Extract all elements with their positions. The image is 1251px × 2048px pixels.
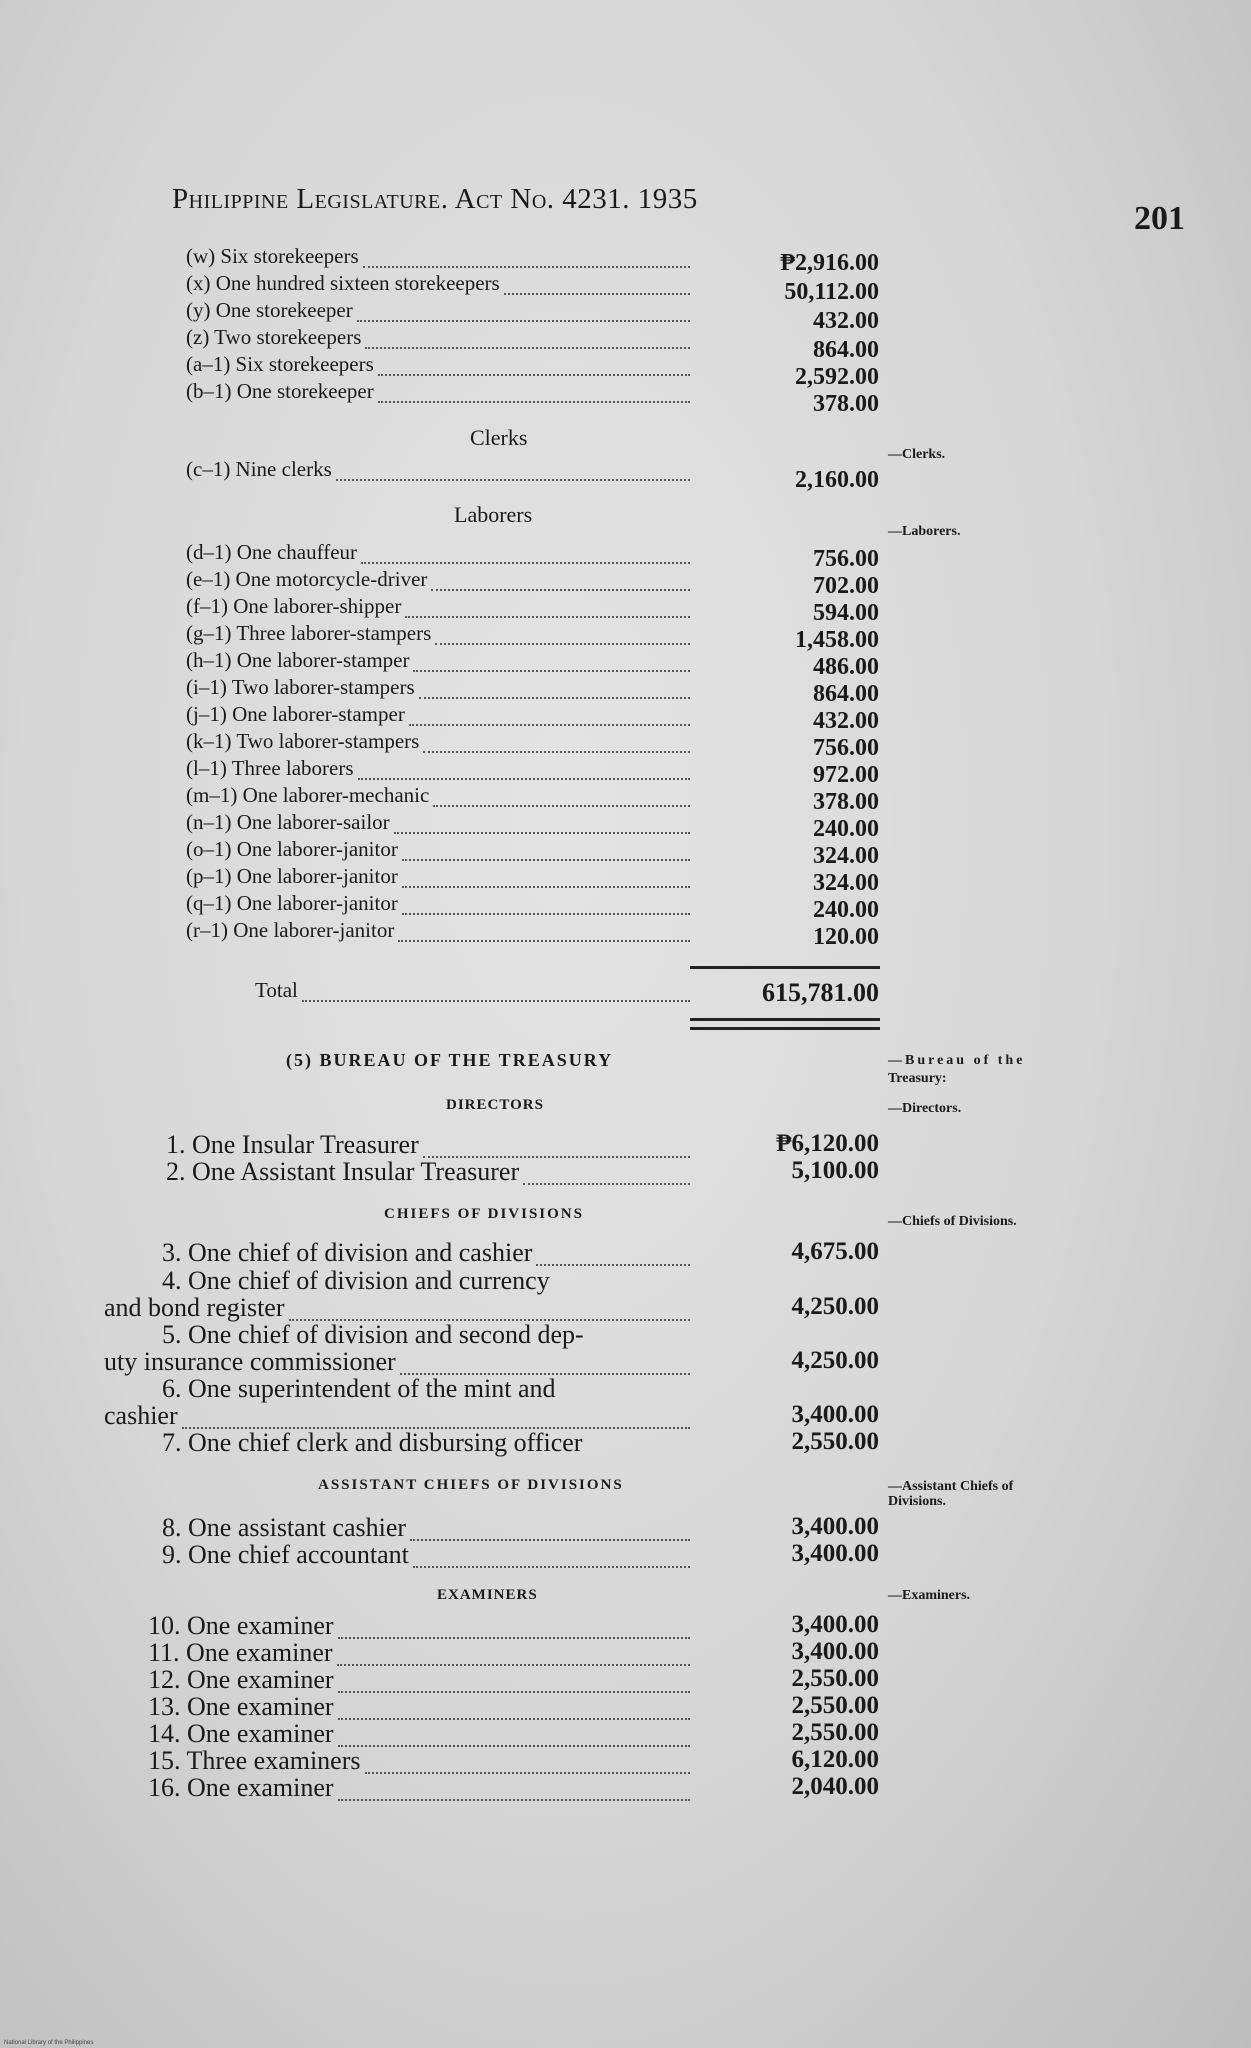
chief-row: 7. One chief clerk and disbursing officer 2,550.00 xyxy=(162,1428,879,1457)
laborer-row: (g–1) Three laborer-stampers 1,458.00 xyxy=(186,621,879,653)
examiner-row: 11. One examiner 3,400.00 xyxy=(148,1638,879,1667)
laborer-row: (r–1) One laborer-janitor 120.00 xyxy=(186,918,879,950)
margin-note-treasury-2: Treasury: xyxy=(888,1071,947,1086)
examiner-row: 15. Three examiners 6,120.00 xyxy=(148,1746,879,1775)
examiner-row: 10. One examiner 3,400.00 xyxy=(148,1611,879,1640)
section-heading-chiefs: CHIEFS OF DIVISIONS xyxy=(384,1206,584,1222)
total-double-rule xyxy=(690,1018,880,1030)
section-heading-examiners: EXAMINERS xyxy=(437,1587,538,1603)
margin-note-assistant-chiefs-2: Divisions. xyxy=(888,1494,946,1509)
running-header: Philippine Legislature. Act No. 4231. 1935 xyxy=(172,183,698,215)
examiner-row: 13. One examiner 2,550.00 xyxy=(148,1692,879,1721)
scan-footer: National Library of the Philippines xyxy=(4,2040,94,2046)
section-heading-laborers: Laborers xyxy=(454,502,533,527)
margin-note-laborers: —Laborers. xyxy=(888,524,961,539)
chief-row: 3. One chief of division and cashier 4,675.00 xyxy=(162,1238,879,1267)
section-heading-directors: DIRECTORS xyxy=(446,1097,544,1113)
laborer-row: (o–1) One laborer-janitor 324.00 xyxy=(186,837,879,869)
assistant-chief-row: 8. One assistant cashier 3,400.00 xyxy=(162,1513,879,1542)
laborer-row: (l–1) Three laborers 972.00 xyxy=(186,756,879,788)
examiner-row: 14. One examiner 2,550.00 xyxy=(148,1719,879,1748)
section-heading-treasury: (5) BUREAU OF THE TREASURY xyxy=(286,1050,614,1070)
chief-row-line2: and bond register 4,250.00 xyxy=(104,1293,879,1322)
chief-row-line1: 4. One chief of division and currency xyxy=(162,1266,550,1295)
chief-row-line1: 5. One chief of division and second dep- xyxy=(162,1320,584,1349)
margin-note-assistant-chiefs-1: —Assistant Chiefs of xyxy=(888,1479,1014,1494)
storekeeper-row: (b–1) One storekeeper 378.00 xyxy=(186,379,879,417)
chief-row-line1: 6. One superintendent of the mint and xyxy=(162,1374,556,1403)
examiner-row: 12. One examiner 2,550.00 xyxy=(148,1665,879,1694)
storekeeper-row: (x) One hundred sixteen storekeepers 50,112.00 xyxy=(186,271,879,305)
director-row: 2. One Assistant Insular Treasurer 5,100.00 xyxy=(166,1157,879,1186)
margin-note-examiners: —Examiners. xyxy=(888,1588,971,1603)
assistant-chief-row: 9. One chief accountant 3,400.00 xyxy=(162,1540,879,1569)
laborer-row: (m–1) One laborer-mechanic 378.00 xyxy=(186,783,879,815)
section-heading-assistant-chiefs: ASSISTANT CHIEFS OF DIVISIONS xyxy=(318,1477,624,1493)
laborer-row: (n–1) One laborer-sailor 240.00 xyxy=(186,810,879,842)
director-row: 1. One Insular Treasurer ₱6,120.00 xyxy=(166,1130,879,1159)
laborer-row: (j–1) One laborer-stamper 432.00 xyxy=(186,702,879,734)
clerk-row: (c–1) Nine clerks 2,160.00 xyxy=(186,457,879,493)
margin-note-clerks: —Clerks. xyxy=(888,447,946,462)
chief-row-line2: cashier 3,400.00 xyxy=(104,1401,879,1430)
laborer-row: (d–1) One chauffeur 756.00 xyxy=(186,540,879,572)
total-rule xyxy=(690,966,880,969)
laborer-row: (p–1) One laborer-janitor 324.00 xyxy=(186,864,879,896)
margin-note-chiefs: —Chiefs of Divisions. xyxy=(888,1214,1017,1229)
total-row: Total 615,781.00 xyxy=(255,978,879,1007)
storekeeper-row: (z) Two storekeepers 864.00 xyxy=(186,325,879,363)
storekeeper-row: (y) One storekeeper 432.00 xyxy=(186,298,879,334)
laborer-row: (e–1) One motorcycle-driver 702.00 xyxy=(186,567,879,599)
storekeeper-row: (w) Six storekeepers ₱2,916.00 xyxy=(186,244,879,276)
laborer-row: (k–1) Two laborer-stampers 756.00 xyxy=(186,729,879,761)
storekeeper-row: (a–1) Six storekeepers 2,592.00 xyxy=(186,352,879,390)
laborer-row: (q–1) One laborer-janitor 240.00 xyxy=(186,891,879,923)
chief-row-line2: uty insurance commissioner 4,250.00 xyxy=(104,1347,879,1376)
laborer-row: (f–1) One laborer-shipper 594.00 xyxy=(186,594,879,626)
margin-note-treasury-1: —Bureau of the xyxy=(888,1053,1026,1068)
page-number: 201 xyxy=(1134,200,1185,237)
examiner-row: 16. One examiner 2,040.00 xyxy=(148,1773,879,1802)
section-heading-clerks: Clerks xyxy=(470,425,528,450)
laborer-row: (i–1) Two laborer-stampers 864.00 xyxy=(186,675,879,707)
margin-note-directors: —Directors. xyxy=(888,1101,962,1116)
laborer-row: (h–1) One laborer-stamper 486.00 xyxy=(186,648,879,680)
